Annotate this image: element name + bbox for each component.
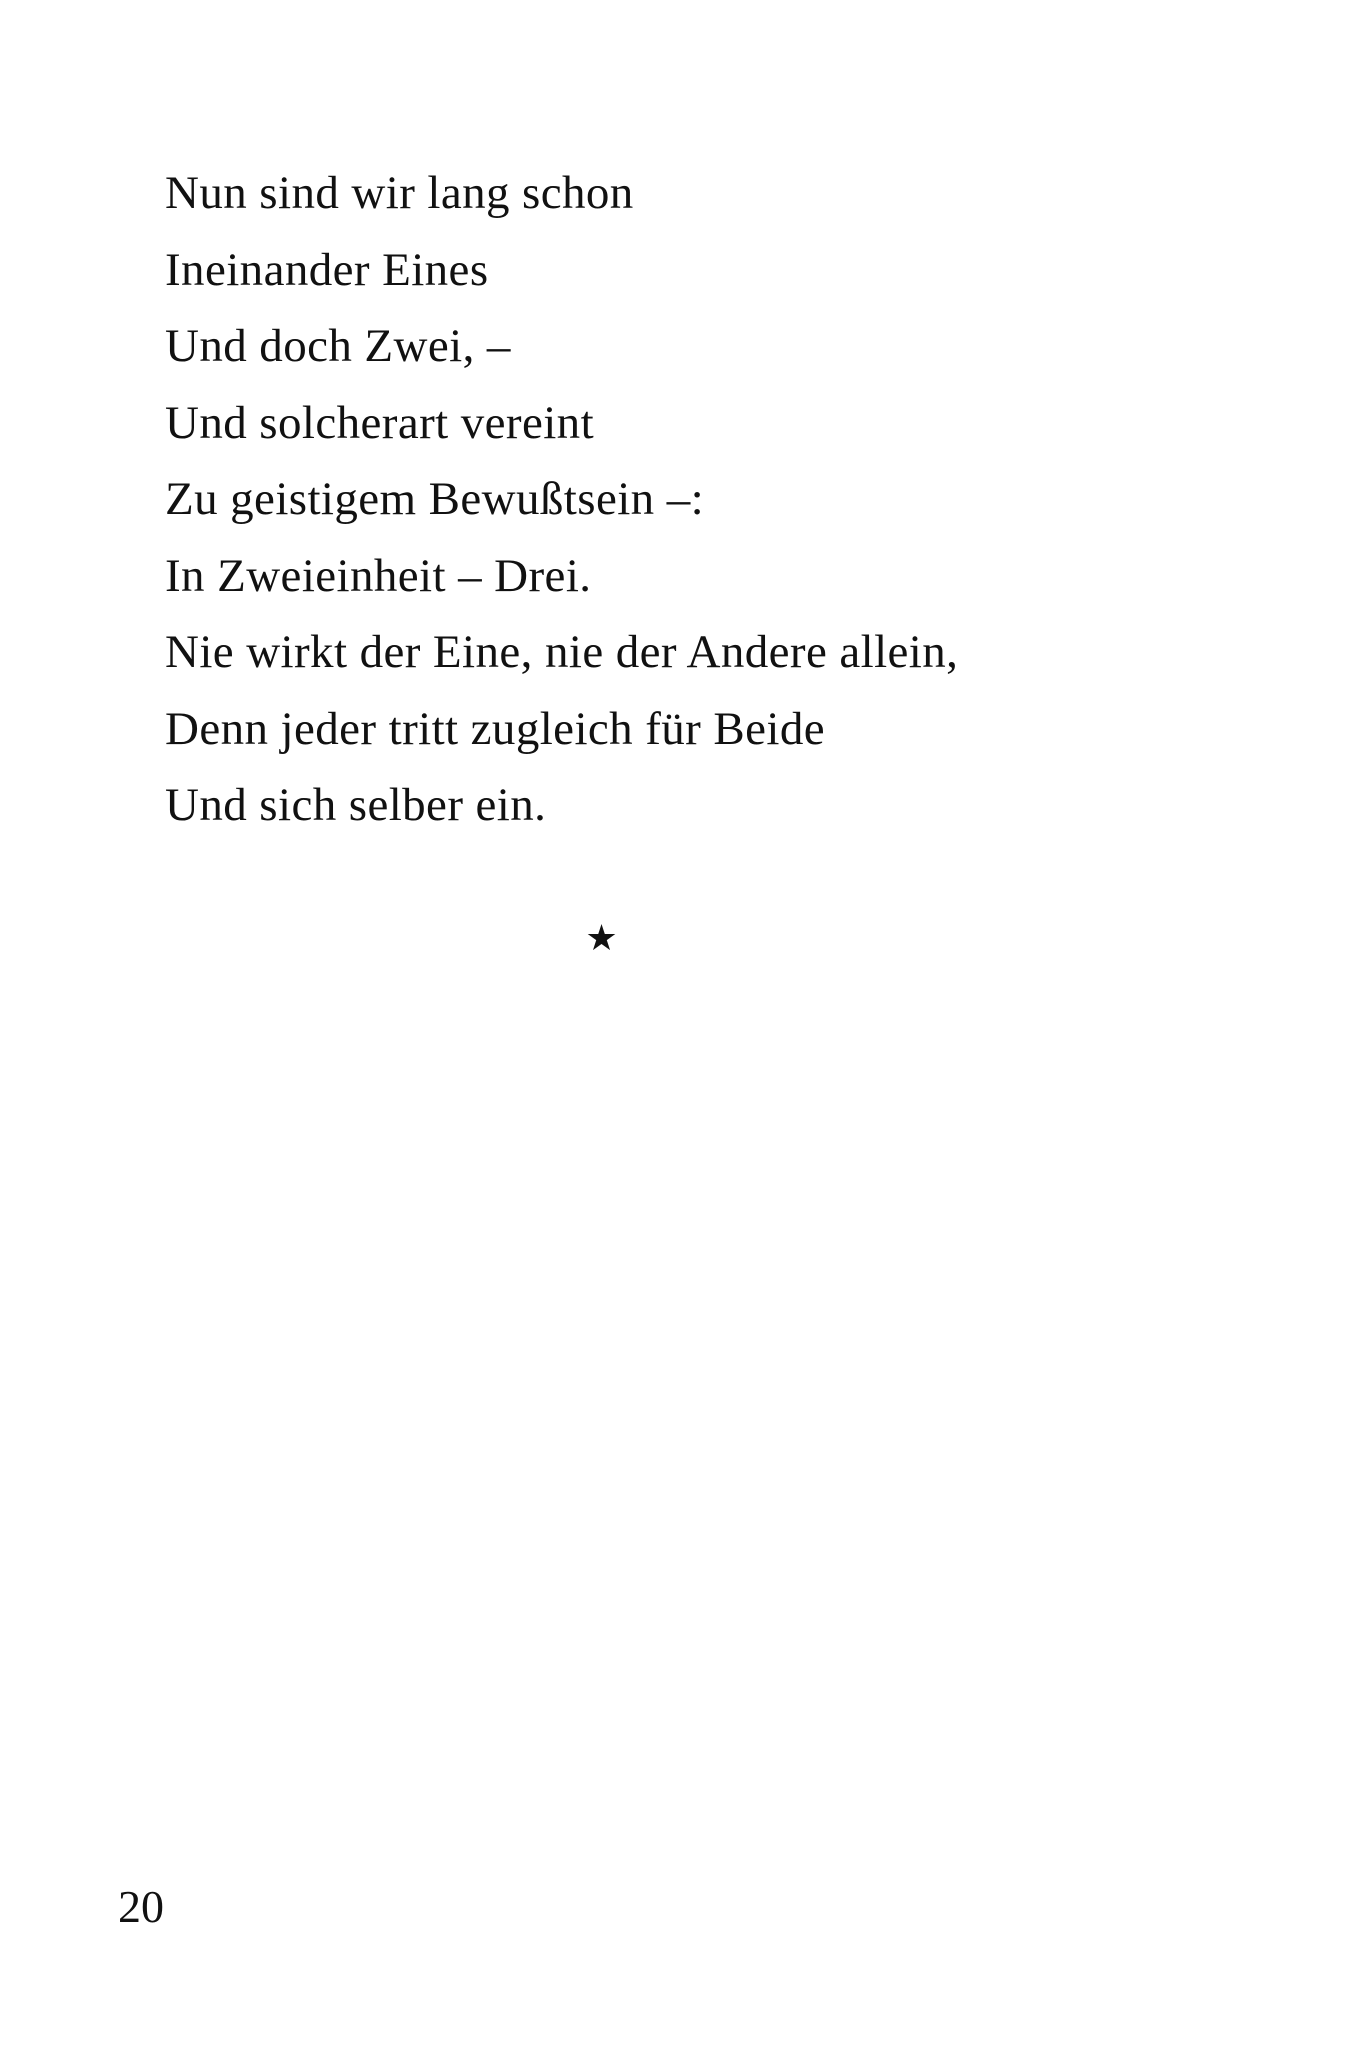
poem-line: In Zweieinheit – Drei. [165, 549, 592, 602]
poem-line: Und solcherart vereint [165, 396, 595, 449]
poem-line: Und sich selber ein. [165, 779, 547, 831]
poem-line: Denn jeder tritt zugleich für Beide [165, 702, 825, 755]
page-number: 20 [118, 1881, 164, 1932]
poem-line: Zu geistigem Bewußtsein –: [165, 473, 705, 525]
poem-line: Ineinander Eines [165, 243, 489, 296]
poem [165, 155, 958, 844]
poem-line: Nie wirkt der Eine, nie der Andere allein, [165, 626, 959, 678]
poem-line: Nun sind wir lang schon [165, 167, 634, 219]
star-separator-icon: ★ [585, 918, 618, 958]
poem-line: Und doch Zwei, – [165, 320, 511, 372]
